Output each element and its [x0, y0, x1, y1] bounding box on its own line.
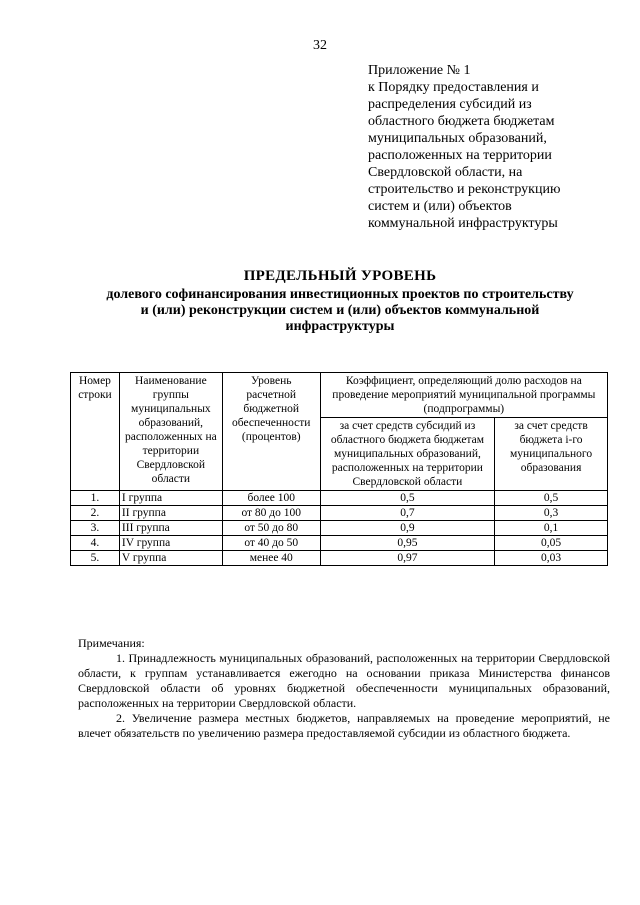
table-row	[71, 506, 608, 521]
cell-local: 0,5	[495, 491, 608, 506]
table-row	[71, 536, 608, 551]
table-row	[71, 491, 608, 506]
table-row	[71, 521, 608, 536]
cell-num: 2.	[71, 506, 120, 521]
appendix-line: муниципальных образований,	[368, 131, 547, 146]
appendix-line: коммунальной инфраструктуры	[368, 216, 558, 231]
note-item: 2. Увеличение размера местных бюджетов, направляемых на проведение мероприятий, не влечет обязательств по увеличению размера предоставляемой субсидии из областного бюджета.	[78, 711, 610, 740]
cell-num: 3.	[71, 521, 120, 536]
cell-group: IV группа	[119, 536, 222, 551]
cell-group: V группа	[119, 551, 222, 566]
cell-group: III группа	[119, 521, 222, 536]
cell-level: менее 40	[222, 551, 320, 566]
title-line: и (или) реконструкции систем и (или) объектов коммунальной	[140, 303, 540, 318]
cofinancing-table	[70, 372, 608, 566]
cell-level: от 50 до 80	[222, 521, 320, 536]
title-line: инфраструктуры	[285, 319, 395, 334]
notes-heading: Примечания:	[78, 636, 145, 650]
cell-local: 0,3	[495, 506, 608, 521]
appendix-line: строительство и реконструкцию	[368, 182, 561, 197]
note-item: 1. Принадлежность муниципальных образований, расположенных на территории Свердловской области, к группам устанавливается ежегодно на основании приказа Министерства финансов Свердловской области об уровнях бюджетной обеспеченности муниципальных образований, расположенных на территории Свердловской области.	[78, 651, 610, 710]
notes-section	[78, 636, 610, 741]
appendix-header	[368, 62, 618, 232]
appendix-line: к Порядку предоставления и	[368, 80, 539, 95]
cell-num: 4.	[71, 536, 120, 551]
cell-regional: 0,5	[320, 491, 494, 506]
cell-level: более 100	[222, 491, 320, 506]
cell-regional: 0,95	[320, 536, 494, 551]
cell-local: 0,03	[495, 551, 608, 566]
page-number: 32	[313, 38, 327, 53]
appendix-line: распределения субсидий из	[368, 97, 532, 112]
cell-local: 0,05	[495, 536, 608, 551]
header-coef-local: за счет средств бюджета i-го муниципального образования	[495, 418, 608, 491]
document-title	[70, 268, 610, 335]
header-level: Уровень расчетной бюджетной обеспеченности (процентов)	[222, 373, 320, 491]
cell-regional: 0,97	[320, 551, 494, 566]
title-line: долевого софинансирования инвестиционных проектов по строительству	[106, 287, 574, 302]
appendix-line: Приложение № 1	[368, 63, 471, 78]
appendix-line: систем и (или) объектов	[368, 199, 512, 214]
cell-level: от 40 до 50	[222, 536, 320, 551]
cell-group: I группа	[119, 491, 222, 506]
cell-level: от 80 до 100	[222, 506, 320, 521]
cell-num: 1.	[71, 491, 120, 506]
header-coef-regional: за счет средств субсидий из областного бюджета бюджетам муниципальных образований, расположенных на территории Свердловской области	[320, 418, 494, 491]
table-row	[71, 551, 608, 566]
header-row-number: Номер строки	[71, 373, 120, 491]
cell-regional: 0,7	[320, 506, 494, 521]
title-line: ПРЕДЕЛЬНЫЙ УРОВЕНЬ	[243, 268, 437, 284]
header-group-name: Наименование группы муниципальных образований, расположенных на территории Свердловской области	[119, 373, 222, 491]
cell-regional: 0,9	[320, 521, 494, 536]
appendix-line: расположенных на территории	[368, 148, 552, 163]
appendix-line: областного бюджета бюджетам	[368, 114, 555, 129]
cell-num: 5.	[71, 551, 120, 566]
cell-local: 0,1	[495, 521, 608, 536]
appendix-line: Свердловской области, на	[368, 165, 523, 180]
cell-group: II группа	[119, 506, 222, 521]
header-coefficient: Коэффициент, определяющий долю расходов на проведение мероприятий муниципальной программы (подпрограммы)	[320, 373, 607, 418]
